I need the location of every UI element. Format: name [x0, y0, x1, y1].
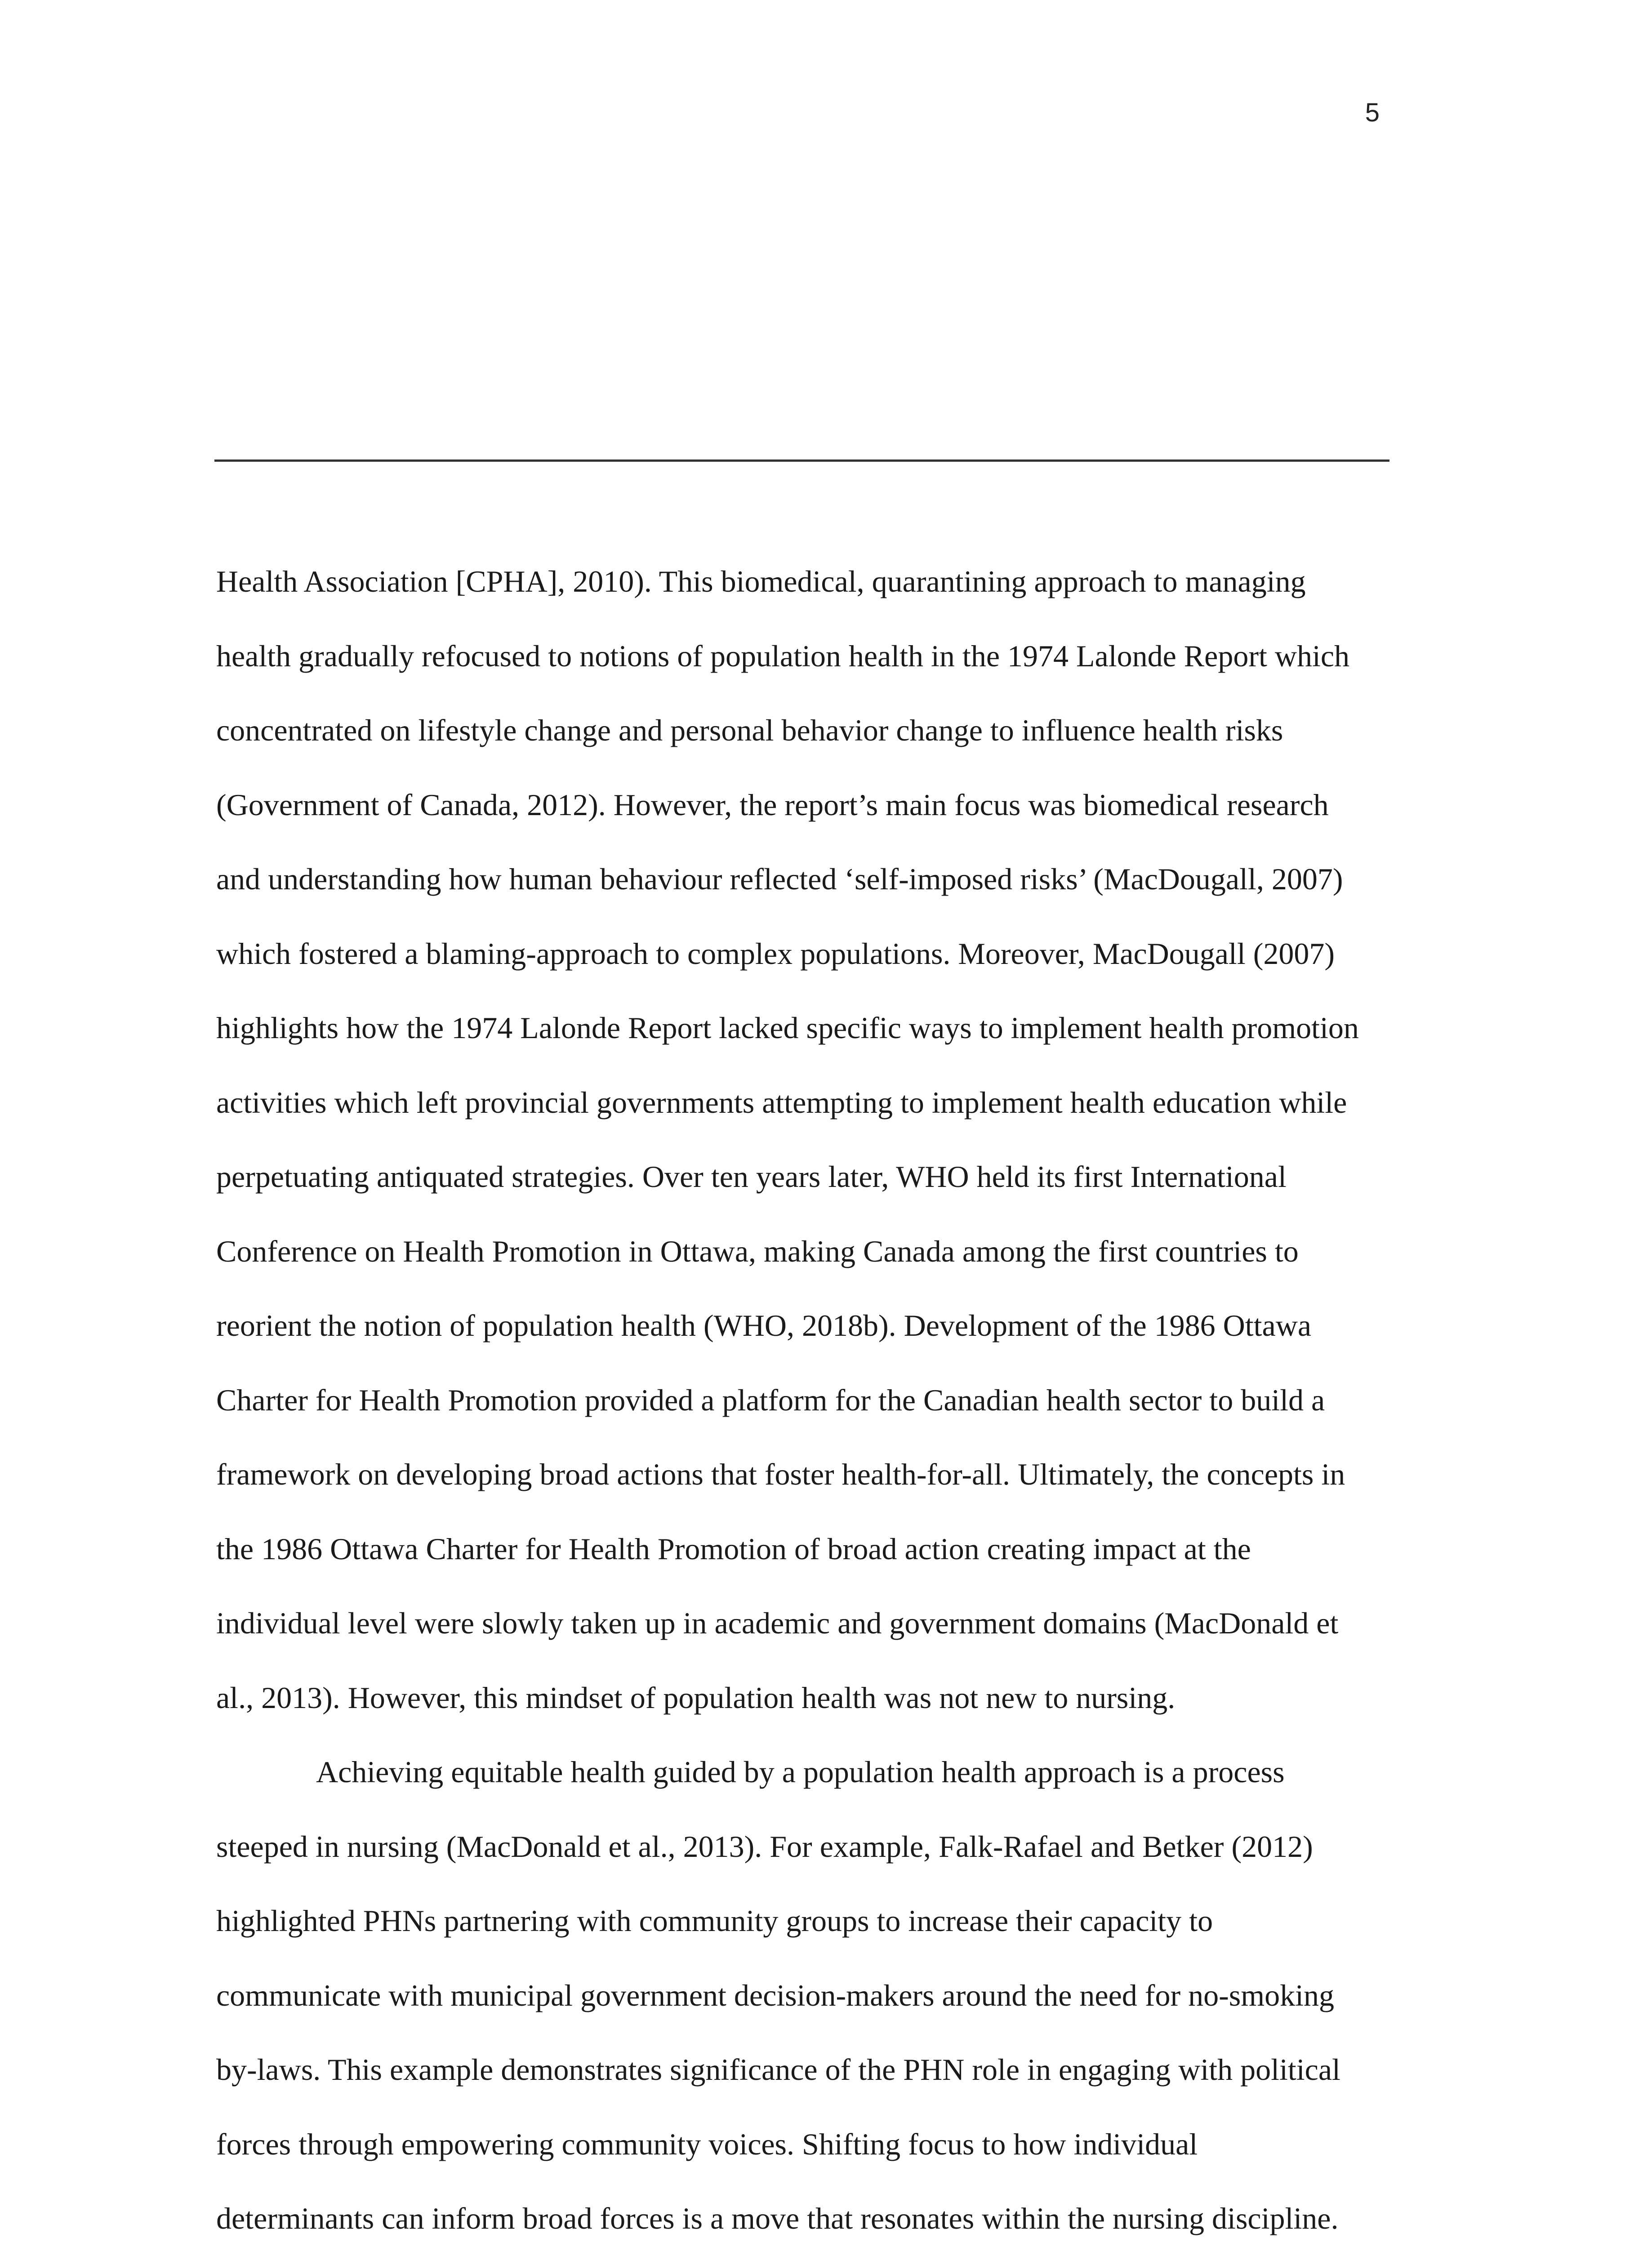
text-line: steeped in nursing (MacDonald et al., 2013). For example, Falk-Rafael and Betker (2012) — [216, 1829, 1313, 1864]
text-line: Health Association [CPHA], 2010). This biomedical, quarantining approach to managing — [216, 564, 1306, 598]
text-line: determinants can inform broad forces is a move that resonates within the nursing discipline. — [216, 2201, 1339, 2235]
text-line: (Government of Canada, 2012). However, the report’s main focus was biomedical research — [216, 787, 1329, 822]
text-line: perpetuating antiquated strategies. Over ten years later, WHO held its first International — [216, 1160, 1287, 1194]
text-line: health gradually refocused to notions of population health in the 1974 Lalonde Report which — [216, 638, 1350, 673]
text-line: forces through empowering community voices. Shifting focus to how individual — [216, 2127, 1198, 2161]
text-line: the 1986 Ottawa Charter for Health Promotion of broad action creating impact at the — [216, 1531, 1251, 1566]
text-line: activities which left provincial governments attempting to implement health education while — [216, 1085, 1347, 1120]
text-line: individual level were slowly taken up in academic and government domains (MacDonald et — [216, 1606, 1339, 1640]
footnote-separator-rule — [214, 459, 1389, 462]
page-number: 5 — [1365, 98, 1380, 127]
text-line: al., 2013). However, this mindset of population health was not new to nursing. — [216, 1680, 1176, 1715]
body-text — [216, 561, 1457, 2248]
text-line: communicate with municipal government decision-makers around the need for no-smoking — [216, 1978, 1334, 2012]
text-line: concentrated on lifestyle change and personal behavior change to influence health risks — [216, 713, 1283, 747]
text-line: framework on developing broad actions that foster health-for-all. Ultimately, the concepts in — [216, 1457, 1345, 1491]
text-line: by-laws. This example demonstrates significance of the PHN role in engaging with political — [216, 2052, 1340, 2087]
text-line: highlights how the 1974 Lalonde Report lacked specific ways to implement health promotion — [216, 1011, 1359, 1045]
paragraph-first-line: Achieving equitable health guided by a population health approach is a process — [316, 1755, 1285, 1789]
text-line: Charter for Health Promotion provided a platform for the Canadian health sector to build a — [216, 1383, 1325, 1417]
text-line: and understanding how human behaviour reflected ‘self-imposed risks’ (MacDougall, 2007) — [216, 862, 1343, 896]
text-line: reorient the notion of population health (WHO, 2018b). Development of the 1986 Ottawa — [216, 1308, 1312, 1343]
text-line: Conference on Health Promotion in Ottawa, making Canada among the first countries to — [216, 1234, 1299, 1268]
text-line: highlighted PHNs partnering with community groups to increase their capacity to — [216, 1904, 1213, 1938]
text-line: which fostered a blaming-approach to complex populations. Moreover, MacDougall (2007) — [216, 936, 1335, 971]
